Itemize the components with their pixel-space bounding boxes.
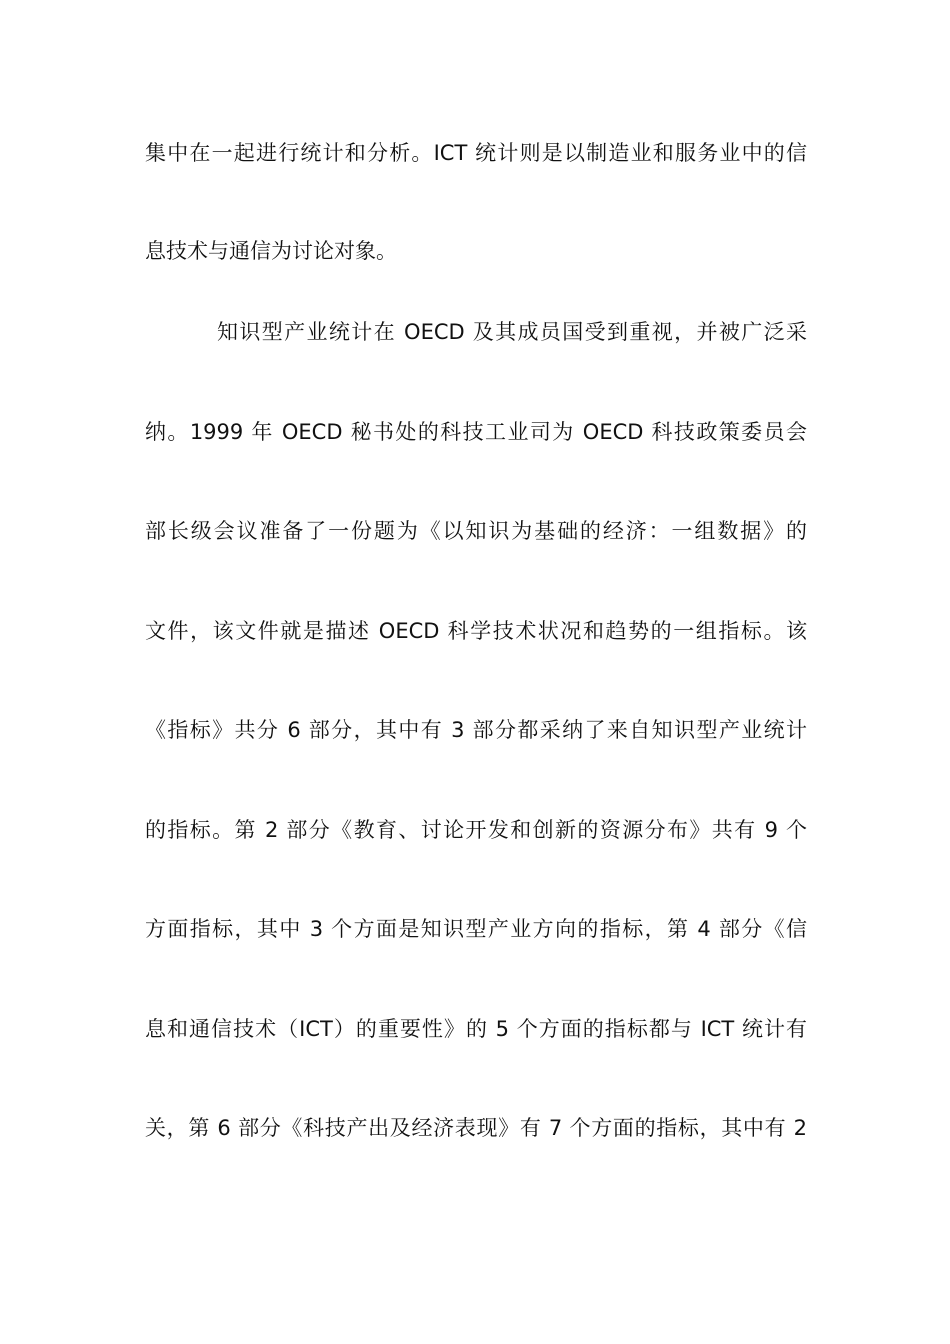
text-line: 部长级会议准备了一份题为《以知识为基础的经济：一组数据》的 [145, 519, 807, 543]
text-line: 集中在一起进行统计和分析。ICT 统计则是以制造业和服务业中的信 [145, 141, 807, 165]
text-line: 文件，该文件就是描述 OECD 科学技术状况和趋势的一组指标。该 [145, 619, 807, 643]
text-line: 的指标。第 2 部分《教育、讨论开发和创新的资源分布》共有 9 个 [145, 818, 807, 842]
text-line: 息技术与通信为讨论对象。 [145, 239, 397, 263]
paragraph-first-line: 知识型产业统计在 OECD 及其成员国受到重视，并被广泛采 [217, 320, 807, 344]
text-line: 关，第 6 部分《科技产出及经济表现》有 7 个方面的指标，其中有 2 [145, 1116, 807, 1140]
text-line: 《指标》共分 6 部分，其中有 3 部分都采纳了来自知识型产业统计 [145, 718, 807, 742]
text-line: 方面指标，其中 3 个方面是知识型产业方向的指标，第 4 部分《信 [145, 917, 807, 941]
text-line: 纳。1999 年 OECD 秘书处的科技工业司为 OECD 科技政策委员会 [145, 420, 807, 444]
text-line: 息和通信技术（ICT）的重要性》的 5 个方面的指标都与 ICT 统计有 [145, 1017, 807, 1041]
